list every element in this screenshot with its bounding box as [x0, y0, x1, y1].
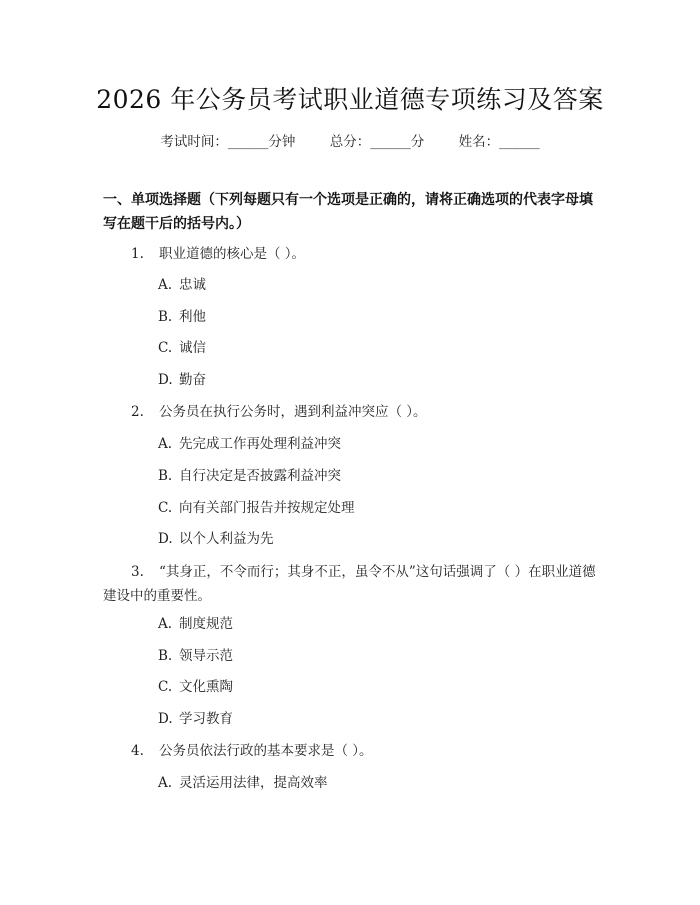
option-letter: B.	[158, 468, 173, 484]
option-2b	[158, 466, 341, 486]
question-text: “其身正，不令而行；其身不正，虽令不从”这句话强调了（ ）在职业道德建设中的重要性。	[103, 564, 596, 604]
option-letter: A.	[158, 436, 173, 452]
question-4	[103, 739, 598, 763]
question-text: 公务员依法行政的基本要求是（ ）。	[159, 743, 373, 759]
question-text: 职业道德的核心是（ ）。	[159, 246, 306, 262]
option-text: 灵活运用法律，提高效率	[179, 775, 328, 791]
option-text: 先完成工作再处理利益冲突	[179, 436, 341, 452]
option-text: 向有关部门报告并按规定处理	[179, 500, 355, 516]
question-text: 公务员在执行公务时，遇到利益冲突应（ ）。	[159, 404, 427, 420]
option-1d	[158, 370, 206, 390]
student-name-field: 姓名：______	[458, 134, 540, 150]
option-letter: D.	[158, 372, 173, 388]
option-letter: B.	[158, 309, 173, 325]
option-letter: A.	[158, 775, 173, 791]
option-letter: D.	[158, 711, 173, 727]
option-2a	[158, 434, 341, 454]
option-text: 忠诚	[179, 277, 206, 293]
option-1b	[158, 307, 206, 327]
question-1	[103, 242, 598, 266]
option-letter: B.	[158, 648, 173, 664]
question-number: 1.	[131, 246, 144, 262]
option-text: 诚信	[179, 340, 206, 356]
exam-time-field: 考试时间：______分钟	[160, 134, 296, 150]
option-text: 学习教育	[179, 711, 233, 727]
option-letter: A.	[158, 616, 173, 632]
option-text: 以个人利益为先	[179, 531, 274, 547]
option-3c	[158, 677, 233, 697]
option-text: 自行决定是否披露利益冲突	[179, 468, 341, 484]
page-title: 2026 年公务员考试职业道德专项练习及答案	[96, 85, 604, 114]
option-letter: C.	[158, 679, 173, 695]
option-1a	[158, 275, 206, 295]
option-1c	[158, 338, 206, 358]
option-3d	[158, 709, 233, 729]
option-letter: D.	[158, 531, 173, 547]
option-2d	[158, 529, 274, 549]
question-3	[103, 560, 598, 608]
option-text: 领导示范	[179, 648, 233, 664]
option-letter: C.	[158, 500, 173, 516]
option-letter: A.	[158, 277, 173, 293]
option-text: 文化熏陶	[179, 679, 233, 695]
option-3a	[158, 614, 233, 634]
option-2c	[158, 498, 355, 518]
question-number: 3.	[131, 564, 144, 580]
question-number: 2.	[131, 404, 144, 420]
exam-meta	[0, 130, 700, 150]
option-text: 勤奋	[179, 372, 206, 388]
option-text: 利他	[179, 309, 206, 325]
section-heading: 一、单项选择题（下列每题只有一个选项是正确的，请将正确选项的代表字母填写在题干后的括号内。）	[103, 192, 593, 232]
option-3b	[158, 646, 233, 666]
total-score-field: 总分：______分	[329, 134, 425, 150]
option-letter: C.	[158, 340, 173, 356]
option-4a	[158, 773, 328, 793]
option-text: 制度规范	[179, 616, 233, 632]
question-number: 4.	[131, 743, 144, 759]
question-2	[103, 400, 598, 424]
